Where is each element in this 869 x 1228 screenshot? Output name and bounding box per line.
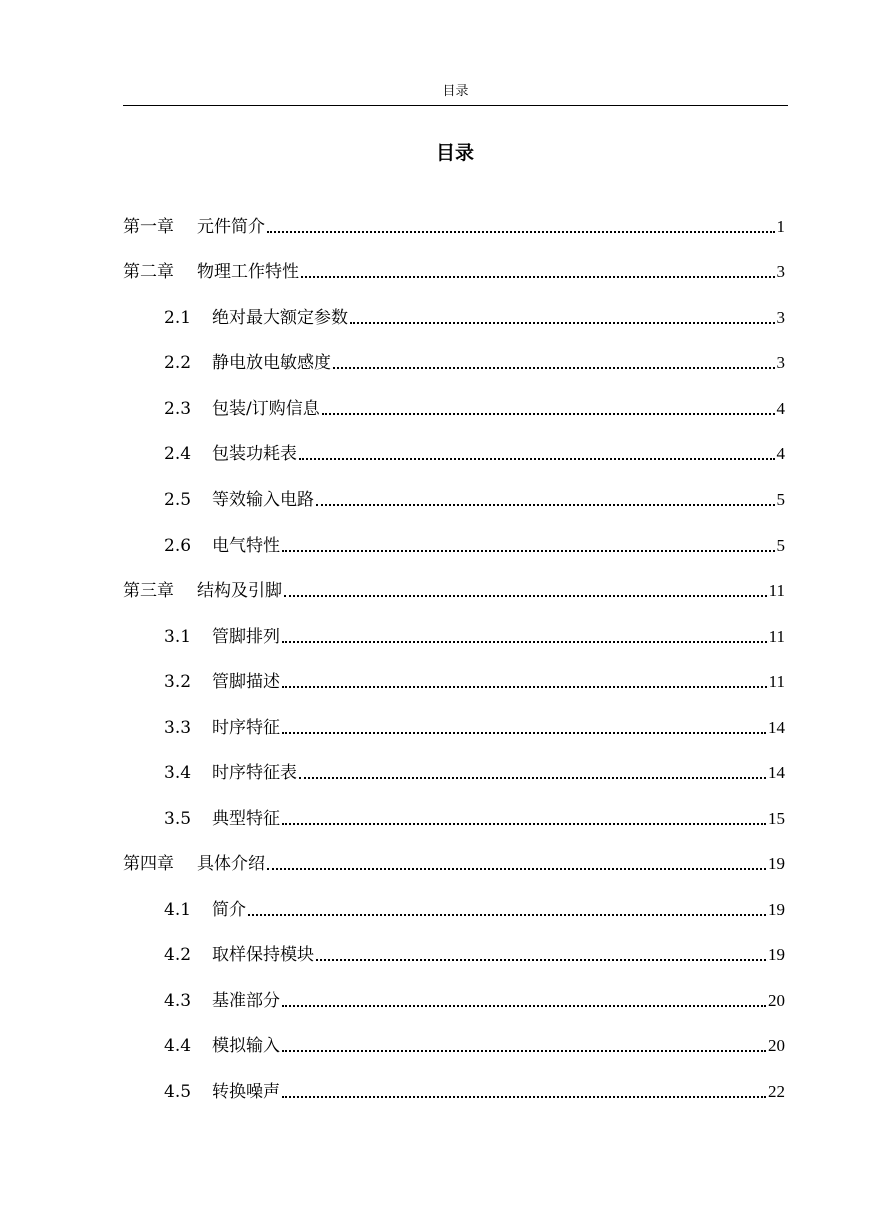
toc-entry-number: 3.3	[164, 718, 192, 738]
toc-entry[interactable]	[164, 533, 785, 559]
toc-dot-leader	[316, 504, 774, 506]
running-header	[123, 83, 788, 106]
toc-entry[interactable]	[123, 214, 785, 240]
toc-entry-title: 具体介绍	[197, 854, 265, 874]
toc-entry-title: 管脚描述	[212, 672, 281, 692]
toc-dot-leader	[267, 868, 766, 870]
toc-entry-title: 基准部分	[212, 991, 281, 1011]
toc-dot-leader	[267, 231, 775, 233]
running-header-title: 目录	[442, 84, 469, 99]
toc-entry-number: 第二章	[123, 262, 174, 282]
toc-entry-page: 11	[768, 627, 785, 646]
toc-entry[interactable]	[164, 897, 785, 923]
toc-entry-page: 3	[776, 308, 785, 327]
toc-entry-title: 时序特征表	[212, 763, 298, 783]
toc-entry[interactable]	[164, 1079, 785, 1105]
toc-entry[interactable]	[164, 1033, 785, 1059]
toc-entry-number: 第三章	[123, 581, 174, 601]
toc-entry[interactable]	[164, 305, 785, 331]
toc-entry[interactable]	[164, 760, 785, 786]
toc-entry[interactable]	[123, 578, 785, 604]
toc-entry-number: 2.1	[164, 308, 192, 328]
toc-dot-leader	[350, 322, 774, 324]
toc-dot-leader	[284, 595, 767, 597]
toc-entry-title: 包装/订购信息	[212, 399, 320, 419]
toc-dot-leader	[282, 732, 766, 734]
toc-dot-leader	[322, 413, 775, 415]
toc-entry-title: 电气特性	[212, 536, 281, 556]
toc-entry-page: 19	[768, 854, 785, 873]
toc-entry-title: 绝对最大额定参数	[212, 308, 349, 328]
toc-entry[interactable]	[164, 942, 785, 968]
toc-dot-leader	[299, 458, 774, 460]
toc-dot-leader	[299, 777, 766, 779]
toc-entry-number: 第四章	[123, 854, 174, 874]
toc-entry-number: 3.5	[164, 809, 192, 829]
toc-dot-leader	[282, 686, 767, 688]
toc-entry-page: 3	[776, 353, 785, 372]
toc-entry[interactable]	[123, 259, 785, 285]
toc-entry-number: 4.5	[164, 1082, 192, 1102]
toc-entry-page: 20	[768, 1036, 785, 1055]
toc-dot-leader	[282, 823, 766, 825]
toc-entry-page: 4	[776, 444, 785, 463]
toc-entry-title: 等效输入电路	[212, 490, 315, 510]
toc-entry[interactable]	[164, 487, 785, 513]
toc-entry-page: 1	[776, 217, 785, 236]
toc-entry[interactable]	[164, 806, 785, 832]
toc-dot-leader	[301, 276, 775, 278]
toc-entry-page: 5	[776, 490, 785, 509]
toc-entry[interactable]	[164, 669, 785, 695]
toc-entry-title: 取样保持模块	[212, 945, 315, 965]
toc-entry-title: 管脚排列	[212, 627, 281, 647]
toc-dot-leader	[248, 914, 766, 916]
toc-entry-page: 11	[768, 672, 785, 691]
toc-entry[interactable]	[164, 624, 785, 650]
toc-dot-leader	[282, 641, 767, 643]
toc-entry-number: 3.1	[164, 627, 192, 647]
toc-entry-page: 14	[768, 763, 785, 782]
toc-entry-page: 20	[768, 991, 785, 1010]
page-title: 目录	[435, 142, 474, 164]
toc-entry-page: 22	[768, 1082, 785, 1101]
toc-entry-page: 15	[768, 809, 785, 828]
toc-dot-leader	[316, 959, 766, 961]
toc-entry-title: 简介	[212, 900, 247, 920]
toc-entry-number: 4.2	[164, 945, 192, 965]
toc-entry-page: 19	[768, 900, 785, 919]
toc-entry-page: 3	[776, 262, 785, 281]
toc-entry-title: 物理工作特性	[197, 262, 299, 282]
toc-entry-number: 3.2	[164, 672, 192, 692]
toc-entry-title: 包装功耗表	[212, 444, 298, 464]
toc-entry-number: 4.3	[164, 991, 192, 1011]
toc-entry-title: 时序特征	[212, 718, 281, 738]
toc-entry-page: 5	[776, 536, 785, 555]
toc-entry-number: 4.4	[164, 1036, 192, 1056]
toc-entry-number: 第一章	[123, 217, 174, 237]
toc-entry[interactable]	[164, 396, 785, 422]
toc-entry-title: 典型特征	[212, 809, 281, 829]
toc-dot-leader	[282, 550, 774, 552]
toc-entry-title: 静电放电敏感度	[212, 353, 332, 373]
toc-entry-page: 14	[768, 718, 785, 737]
toc-entry-number: 2.6	[164, 536, 192, 556]
toc-dot-leader	[282, 1050, 766, 1052]
toc-dot-leader	[282, 1096, 766, 1098]
toc-entry-page: 4	[776, 399, 785, 418]
toc-dot-leader	[333, 367, 774, 369]
toc-entry[interactable]	[164, 350, 785, 376]
toc-dot-leader	[282, 1005, 766, 1007]
toc-entry[interactable]	[164, 988, 785, 1014]
toc-entry-number: 4.1	[164, 900, 192, 920]
toc-entry-number: 2.4	[164, 444, 192, 464]
toc-entry-number: 2.5	[164, 490, 192, 510]
toc-entry-title: 元件简介	[197, 217, 265, 237]
toc-entry-title: 模拟输入	[212, 1036, 281, 1056]
toc-entry-page: 11	[768, 581, 785, 600]
toc-entry[interactable]	[123, 851, 785, 877]
toc-entry[interactable]	[164, 715, 785, 741]
toc-entry-number: 2.2	[164, 353, 192, 373]
toc-entry-title: 结构及引脚	[197, 581, 282, 601]
toc-entry[interactable]	[164, 441, 785, 467]
toc-entry-title: 转换噪声	[212, 1082, 281, 1102]
toc-entry-number: 2.3	[164, 399, 192, 419]
toc-entry-page: 19	[768, 945, 785, 964]
toc-entry-number: 3.4	[164, 763, 192, 783]
